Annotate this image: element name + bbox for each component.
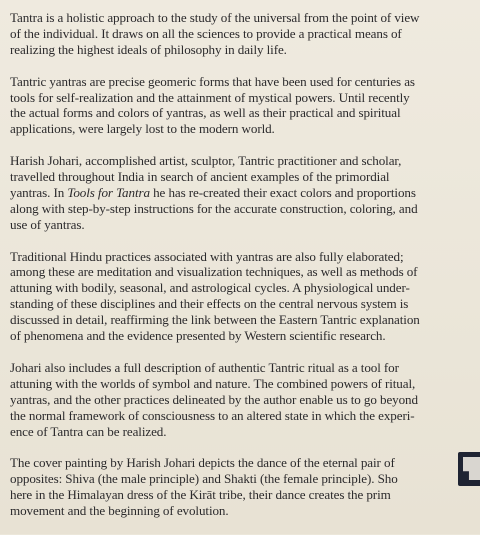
line-suffix: he has re-created their exact colors and proportions <box>149 184 416 200</box>
text-line: tools for self-realization and the attainment of mystical powers. Until recently <box>10 89 410 105</box>
paragraph-harish-johari <box>10 153 472 233</box>
logo-letterform <box>463 457 480 480</box>
cropped-logo-mark <box>458 452 480 486</box>
blurb-text-block <box>10 10 472 535</box>
text-line: opposites: Shiva (the male principle) and Shakti (the female principle). Sho <box>10 471 398 487</box>
text-line-with-book-title <box>10 185 472 201</box>
book-title: Tools for Tantra <box>67 184 150 200</box>
text-line: Harish Johari, accomplished artist, sculptor, Tantric practitioner and scholar, <box>10 153 402 169</box>
text-line: attuning with bodily, seasonal, and astrological cycles. A physiological under- <box>10 280 410 296</box>
text-line: the actual forms and colors of yantras, as well as their practical and spiritual <box>10 105 401 121</box>
text-line: of the individual. It draws on all the sciences to provide a practical means of <box>10 25 402 41</box>
text-line: Tantra is a holistic approach to the study of the universal from the point of view <box>10 10 420 25</box>
text-line: among these are meditation and visualization techniques, as well as methods of <box>10 264 418 280</box>
line-prefix: yantras. In <box>10 184 68 200</box>
text-line: along with step-by-step instructions for the accurate construction, coloring, and <box>10 200 418 216</box>
text-line: applications, were largely lost to the modern world. <box>10 121 275 137</box>
text-line: movement and the beginning of evolution. <box>10 503 229 519</box>
text-line: discussed in detail, reaffirming the link between the Eastern Tantric explanation <box>10 312 420 328</box>
text-line: travelled throughout India in search of ancient examples of the primordial <box>10 169 390 185</box>
paragraph-ritual <box>10 360 472 440</box>
text-line: Traditional Hindu practices associated with yantras are also fully elaborated; <box>10 248 404 264</box>
text-line: realizing the highest ideals of philosophy in daily life. <box>10 41 287 57</box>
text-line: standing of these disciplines and their effects on the central nervous system is <box>10 296 409 312</box>
paragraph-tantra-intro <box>10 10 472 58</box>
paragraph-hindu-practices <box>10 249 472 344</box>
text-line: the normal framework of consciousness to an altered state in which the experi- <box>10 407 415 423</box>
paragraph-cover-painting <box>10 455 472 519</box>
text-line: of phenomena and the evidence presented by Western scientific research. <box>10 328 386 344</box>
text-line: ence of Tantra can be realized. <box>10 423 167 439</box>
text-line: here in the Himalayan dress of the Kirāt tribe, their dance creates the prim <box>10 487 391 503</box>
text-line: The cover painting by Harish Johari depicts the dance of the eternal pair of <box>10 455 395 471</box>
text-line: Johari also includes a full description of authentic Tantric ritual as a tool for <box>10 359 399 375</box>
text-line: attuning with the worlds of symbol and nature. The combined powers of ritual, <box>10 375 416 391</box>
text-line: Tantric yantras are precise geomeric forms that have been used for centuries as <box>10 73 415 89</box>
text-line: yantras, and the other practices delineated by the author enable us to go beyond <box>10 391 418 407</box>
paragraph-yantras <box>10 74 472 138</box>
text-line: use of yantras. <box>10 216 85 232</box>
